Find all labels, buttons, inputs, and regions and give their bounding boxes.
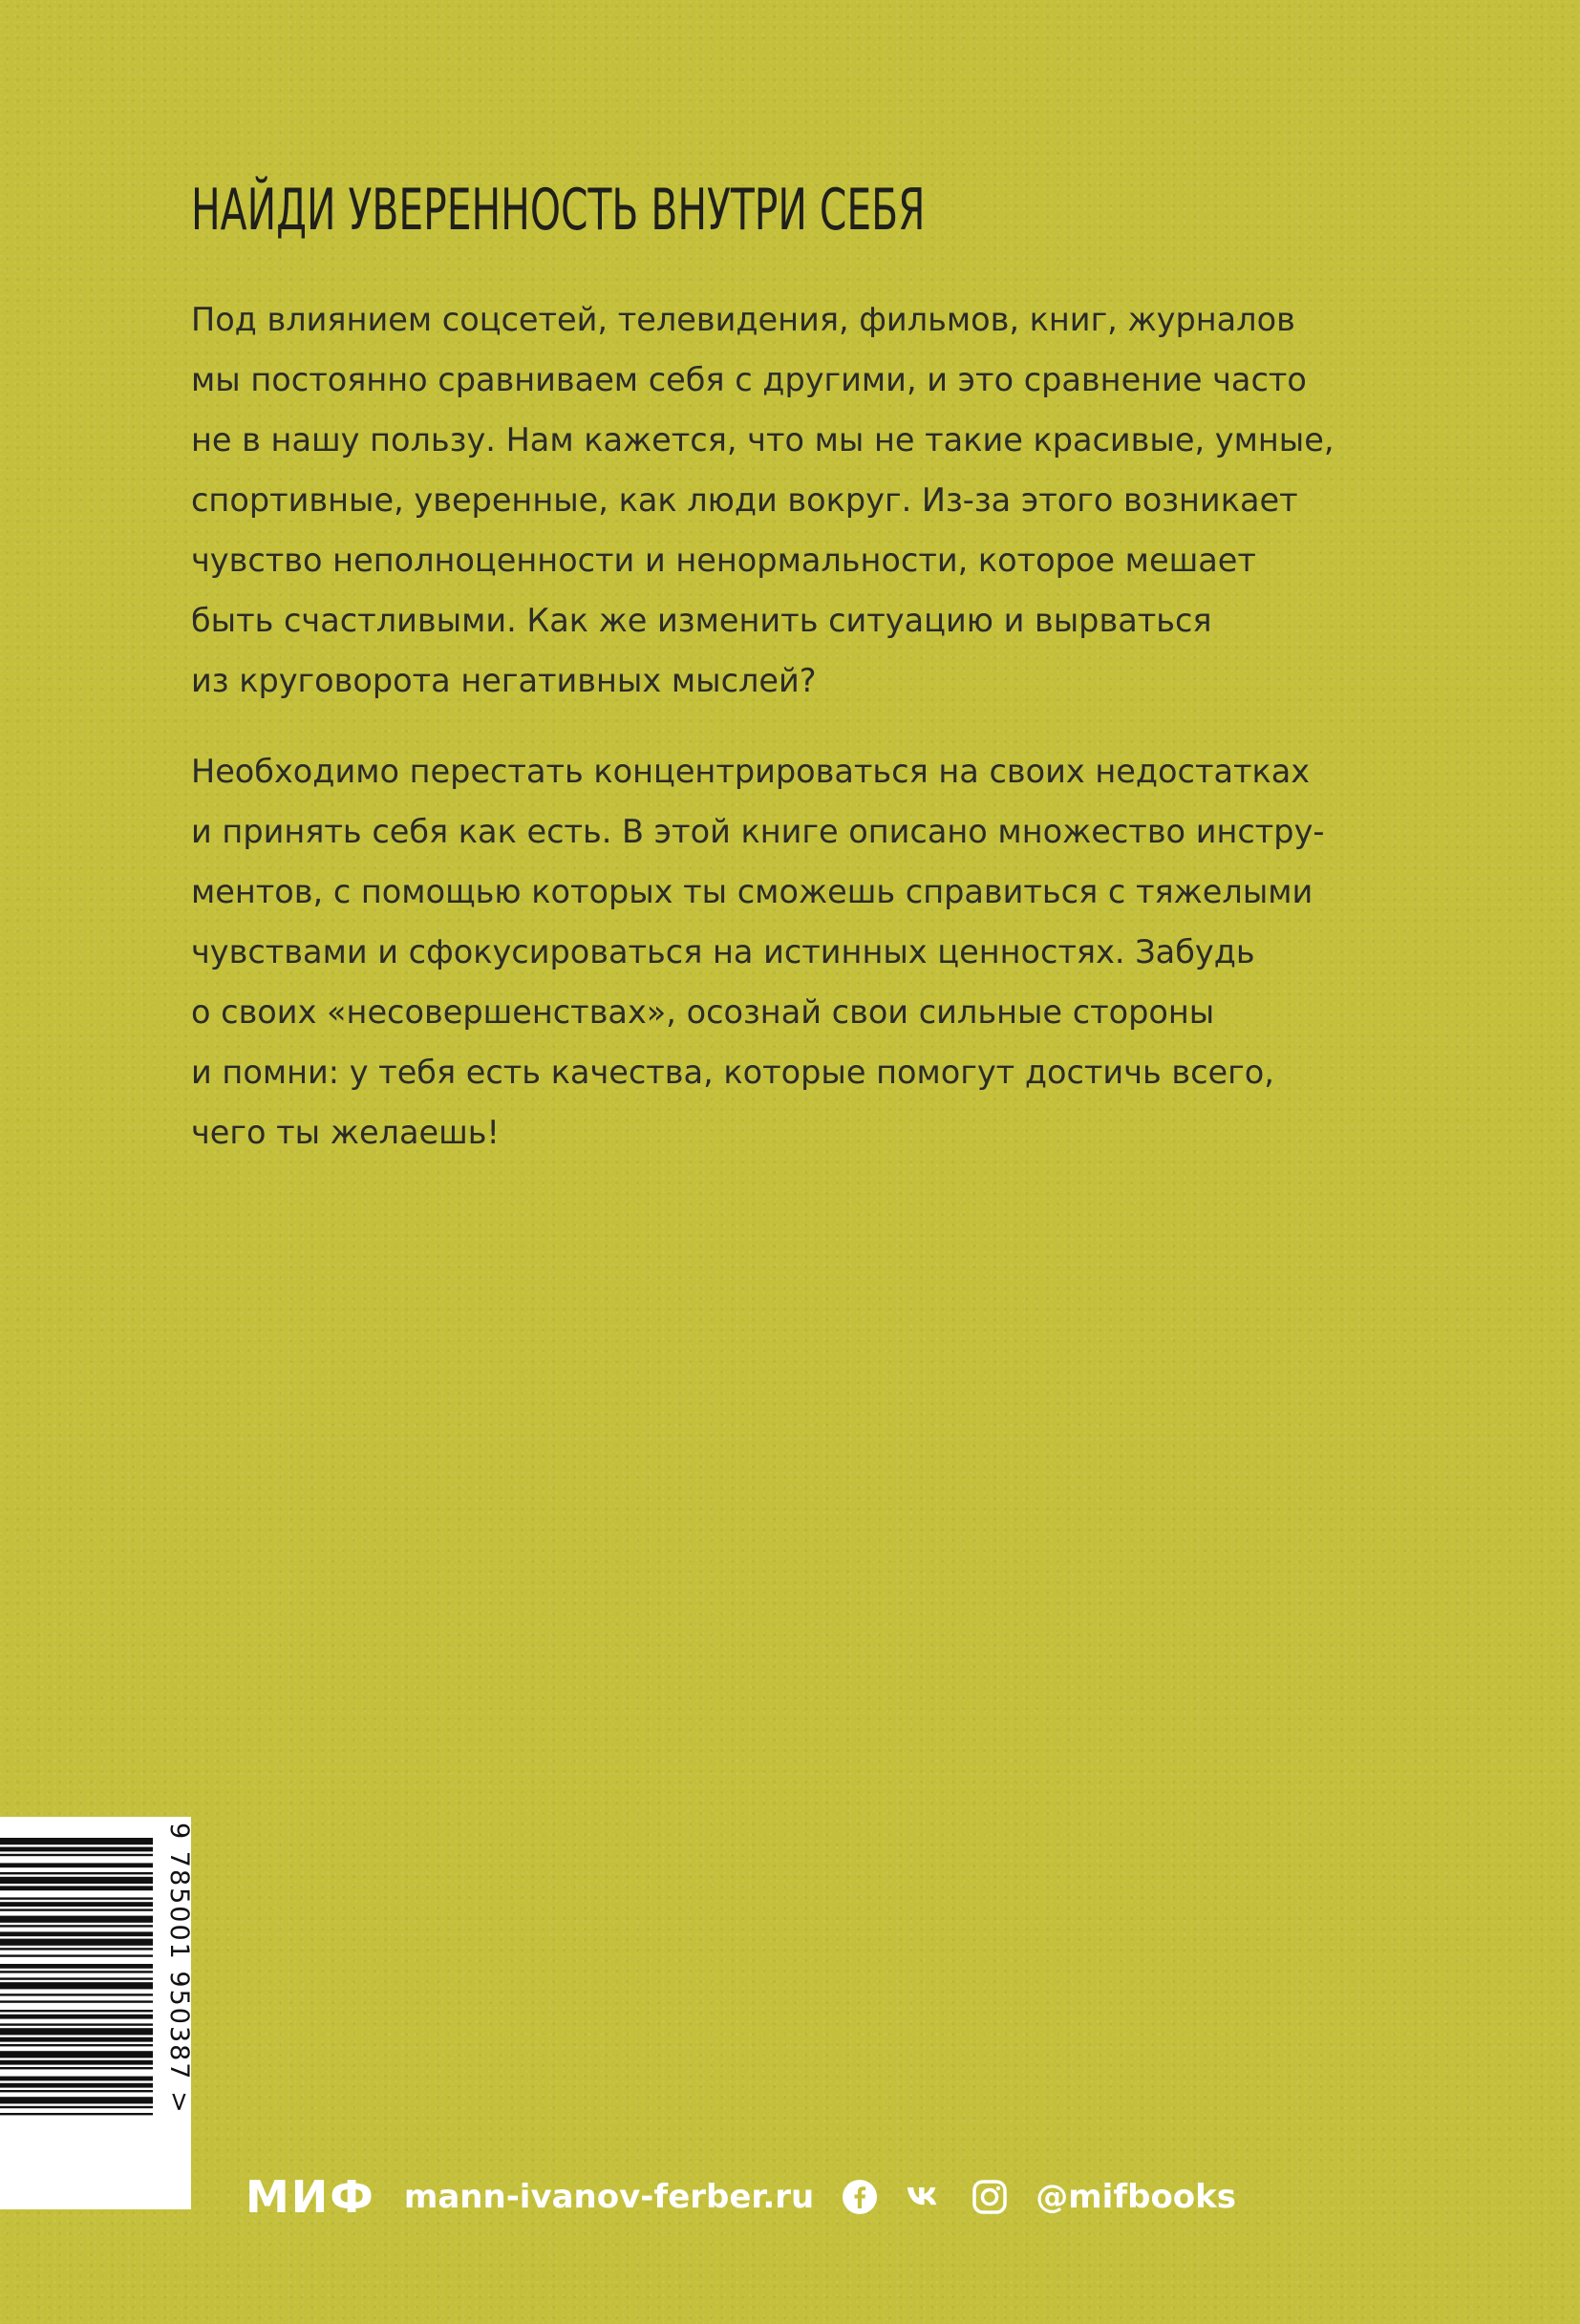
social-handle[interactable]: @mifbooks: [1036, 2178, 1237, 2216]
barcode-bar: [0, 2083, 153, 2088]
paragraph-line: и помни: у тебя есть качества, которые помогут достичь всего,: [191, 1054, 1274, 1091]
barcode-bar: [0, 2077, 153, 2081]
barcode-bar: [0, 1902, 153, 1907]
paragraph-line: ментов, с помощью которых ты сможешь справиться с тяжелыми: [191, 873, 1313, 910]
barcode-bar: [0, 1872, 153, 1874]
cover-title: НАЙДИ УВЕРЕННОСТЬ ВНУТРИ СЕБЯ: [191, 177, 926, 244]
barcode-bar: [0, 2037, 153, 2042]
facebook-icon[interactable]: [841, 2178, 879, 2216]
barcode-bar: [0, 1954, 153, 1956]
instagram-icon[interactable]: [971, 2178, 1009, 2216]
barcode-bar: [0, 2028, 153, 2035]
vk-icon[interactable]: [906, 2178, 944, 2216]
barcode-bar: [0, 1971, 153, 1972]
barcode-bar: [0, 1977, 153, 1979]
publisher-logo: МИФ: [246, 2171, 375, 2223]
barcode-bar: [0, 1916, 153, 1923]
barcode-bar: [0, 1994, 153, 1995]
barcode-bar: [0, 1939, 153, 1946]
barcode-bar: [0, 2097, 153, 2103]
barcode-bar: [0, 2090, 153, 2092]
barcode-bar: [0, 2106, 153, 2108]
paragraph-line: чувствами и сфокусироваться на истинных ценностях. Забудь: [191, 933, 1255, 970]
barcode-bar: [0, 1886, 153, 1890]
paragraph-line: Необходимо перестать концентрироваться на своих недостатках: [191, 753, 1311, 790]
barcode-bar: [0, 1908, 153, 1910]
description-paragraph-1: [191, 289, 1376, 711]
barcode-bar: [0, 2060, 153, 2065]
barcode-bar: [0, 1931, 153, 1936]
barcode-bar: [0, 1897, 153, 1899]
barcode-bar: [0, 1854, 153, 1856]
paragraph-line: быть счастливыми. Как же изменить ситуацию и вырваться: [191, 602, 1212, 639]
barcode-bar: [0, 2000, 153, 2002]
publisher-footer: [246, 2168, 1236, 2226]
barcode-bar: [0, 2113, 153, 2115]
paragraph-line: и принять себя как есть. В этой книге описано множество инстру-: [191, 813, 1325, 850]
barcode-bar: [0, 2023, 153, 2025]
barcode-bar: [0, 1863, 153, 1867]
barcode-bar: [0, 2051, 153, 2057]
paragraph-line: чувство неполноценности и ненормальности, которое мешает: [191, 542, 1256, 579]
paragraph-line: спортивные, уверенные, как люди вокруг. Из-за этого возникает: [191, 481, 1298, 519]
paragraph-line: мы постоянно сравниваем себя с другими, и это сравнение часто: [191, 361, 1307, 398]
paragraph-line: Под влиянием соцсетей, телевидения, фильмов, книг, журналов: [191, 301, 1295, 338]
barcode-bar: [0, 2067, 153, 2069]
isbn-barcode: [0, 1817, 194, 2209]
paragraph-line: из круговорота негативных мыслей?: [191, 662, 817, 699]
barcode-bars: [0, 1817, 194, 2209]
paragraph-line: о своих «несовершенствах», осознай свои сильные стороны: [191, 993, 1215, 1031]
paragraph-line: не в нашу пользу. Нам кажется, что мы не такие красивые, умные,: [191, 421, 1334, 458]
website-link[interactable]: mann-ivanov-ferber.ru: [403, 2178, 815, 2216]
barcode-bar: [0, 1847, 153, 1852]
isbn-number: 9 785001 950387 >: [164, 1823, 194, 2115]
barcode-bar: [0, 1964, 153, 1969]
barcode-bar: [0, 1877, 153, 1884]
barcode-bar: [0, 2010, 153, 2012]
barcode-bar: [0, 2044, 153, 2046]
barcode-bar: [0, 1925, 153, 1927]
barcode-bar: [0, 1982, 153, 1989]
description-paragraph-2: [191, 741, 1376, 1162]
barcode-bar: [0, 1948, 153, 1950]
barcode-bar: [0, 1838, 153, 1844]
barcode-bar: [0, 2015, 153, 2019]
paragraph-line: чего ты желаешь!: [191, 1114, 500, 1151]
